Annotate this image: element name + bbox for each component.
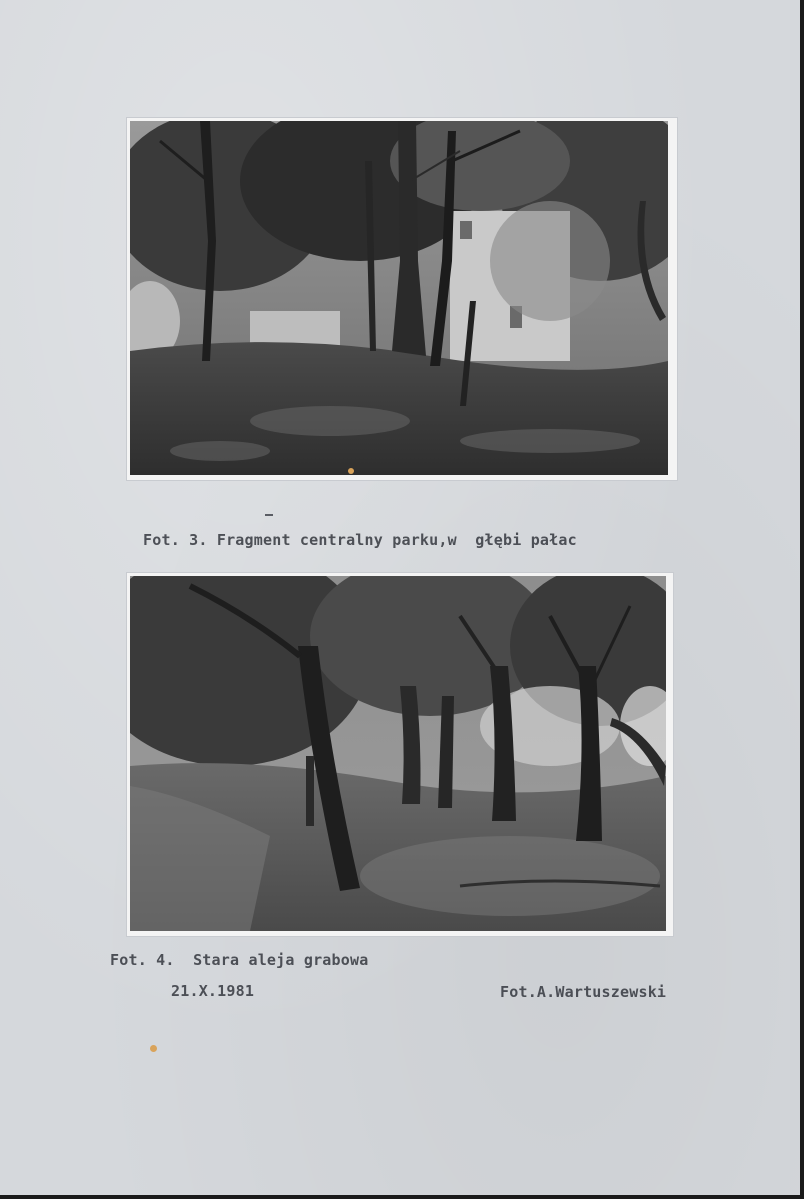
- photo-hornbeam-alley: [127, 573, 673, 936]
- photo-date: 21.X.1981: [171, 982, 255, 1000]
- photo-hornbeam-alley-image: [130, 576, 666, 931]
- caption-photo-4: Fot. 4. Stara aleja grabowa: [110, 951, 369, 969]
- paper-speck: [348, 468, 354, 474]
- photo-park-center: [127, 118, 677, 480]
- photo-credit: Fot.A.Wartuszewski: [500, 983, 667, 1001]
- paper-speck: [265, 514, 273, 516]
- photo-park-center-image: [130, 121, 668, 475]
- paper-speck: [150, 1045, 157, 1052]
- caption-photo-3: Fot. 3. Fragment centralny parku,w głębi pałac: [143, 531, 577, 549]
